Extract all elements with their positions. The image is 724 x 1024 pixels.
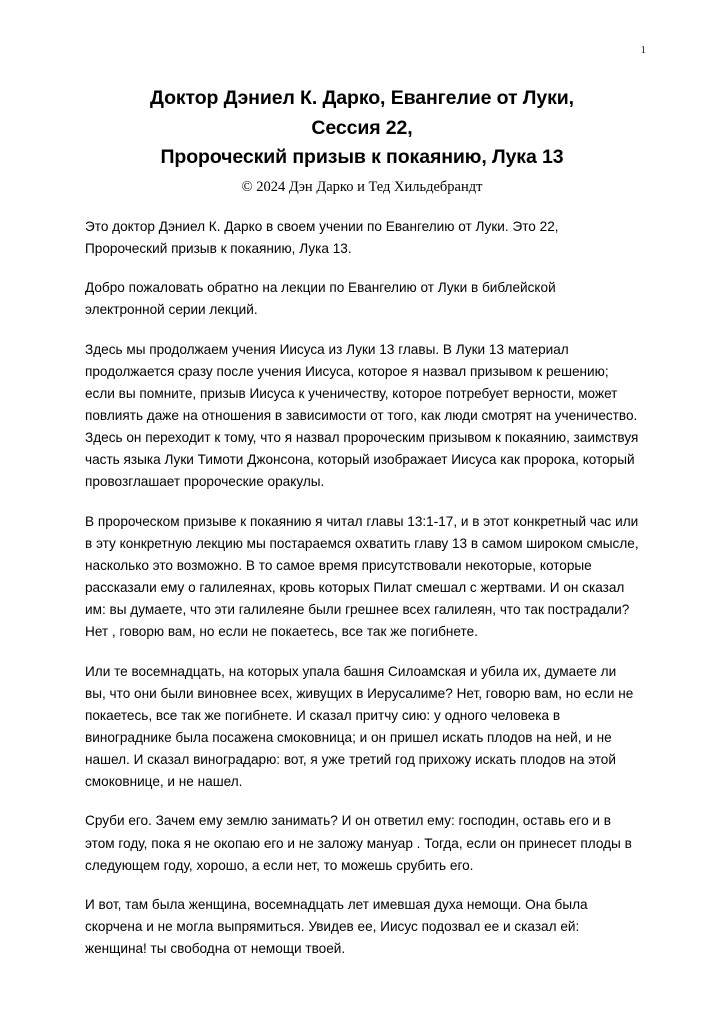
copyright-notice: © 2024 Дэн Дарко и Тед Хильдебрандт xyxy=(241,178,483,195)
title-line-3: Пророческий призыв к покаянию, Лука 13 xyxy=(160,146,564,169)
paragraph: Это доктор Дэниел К. Дарко в своем учении по Евангелию от Луки. Это 22, Пророческий призыв к покаянию, Лука 13. xyxy=(85,218,559,257)
title-line-1: Доктор Дэниел К. Дарко, Евангелие от Луки, xyxy=(150,87,574,109)
paragraph: Добро пожаловать обратно на лекции по Евангелию от Луки в библейской электронной серии лекций. xyxy=(85,280,556,318)
paragraph: Здесь мы продолжаем учения Иисуса из Луки 13 главы. В Луки 13 материал продолжается сразу после учения Иисуса, которое я назвал призывом к решению; если вы помните, призыв Иисуса к ученичеству, которое потребует верности, может повлиять даже на отношения в зависимости от того, как люди смотрят на ученичество. Здесь он переходит к тому, что я назвал пророческим призывом к покаянию, заимствуя часть языка Луки Тимоти Джонсона, который изображает Иисуса как пророка, который провозглашает пророческие оракулы. xyxy=(85,341,639,490)
body-text xyxy=(85,216,639,961)
title-line-2: Сессия 22, xyxy=(311,116,413,139)
page-number: 1 xyxy=(640,44,646,56)
paragraph: Или те восемнадцать, на которых упала башня Силоамская и убила их, думаете ли вы, что они были виновнее всех, живущих в Иерусалиме? Нет, говорю вам, но если не покаетесь, все так же погибнете. И сказал притчу сию: у одного человека в винограднике была посажена смоковница; и он пришел искать плодов на ней, и не нашел. И сказал виноградарю: вот, я уже третий год прихожу искать плодов на этой смоковнице, и не нашел. xyxy=(85,663,634,790)
paragraph: И вот, там была женщина, восемнадцать лет имевшая духа немощи. Она была скорчена и не могла выпрямиться. Увидев ее, Иисус подозвал ее и сказал ей: женщина! ты свободна от немощи твоей. xyxy=(85,896,588,957)
paragraph: В пророческом призыве к покаянию я читал главы 13:1-17, и в этот конкретный час или в эту конкретную лекцию мы постараемся охватить главу 13 в самом широком смысле, насколько это возможно. В то самое время присутствовали некоторые, которые рассказали ему о галилеянах, кровь которых Пилат смешал с жертвами. И он сказал им: вы думаете, что эти галилеяне были грешнее всех галилеян, что так пострадали? Нет , говорю вам, но если не покаетесь, все так же погибнете. xyxy=(85,513,639,640)
paragraph: Сруби его. Зачем ему землю занимать? И он ответил ему: господин, оставь его и в этом году, пока я не окопаю его и не заложу мануар . Тогда, если он принесет плоды в следующем году, хорошо, а если нет, то можешь срубить его. xyxy=(85,813,632,873)
page-title xyxy=(85,84,639,173)
document-content xyxy=(85,84,639,960)
